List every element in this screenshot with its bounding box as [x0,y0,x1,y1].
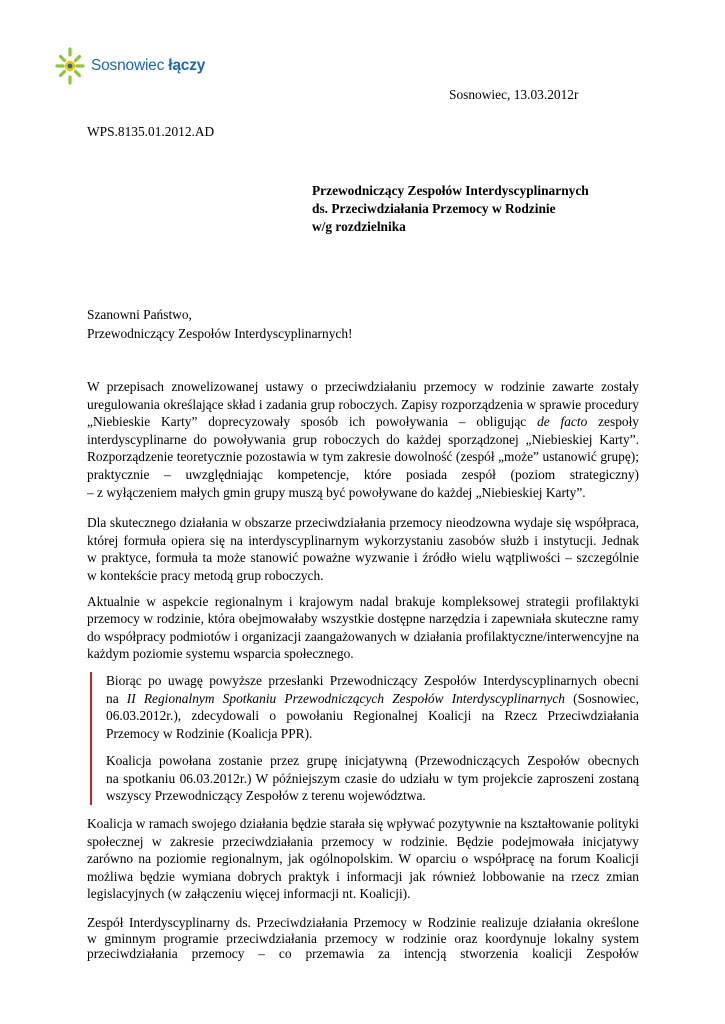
paragraph [87,378,639,501]
reference-number: WPS.8135.01.2012.AD [87,124,215,139]
text-line: przeciwdziałania przemocy – co przemawia za intencją stworzenia koalicji Zespołów [87,946,639,962]
text-line [87,413,639,431]
text-line: zarówno na poziomie regionalnym, jak ogólnopolskim. W oparciu o współpracę na forum Koalicji [87,851,639,867]
letter-body [87,378,639,962]
salutation-line: Szanowni Państwo, [87,307,192,322]
text-fragment: (Sosnowiec, [573,690,639,706]
text-fragment: na [106,690,119,706]
paragraph [87,593,639,663]
text-line: legislacyjnych (w załączeniu więcej informacji nt. Koalicji). [87,886,411,902]
sosnowiec-logo [55,46,205,86]
text-line: interdyscyplinarne do powoływania grup roboczych do każdej sporządzonej „Niebieskiej Karty”. [87,431,639,447]
text-line: na spotkaniu 06.03.2012r.) W późniejszym czasie do udziału w tym projekcie zaproszeni zostaną [106,770,639,786]
paragraph [87,815,639,903]
text-line: w praktyce, formuła ta może stanowić poważne wyzwanie i źródło wielu wątpliwości – szczególnie [87,550,639,566]
text-line: uregulowania określające skład i zadania grup roboczych. Zapisy rozporządzenia w sprawie procedury [87,396,639,412]
text-line: Zespół Interdyscyplinarny ds. Przeciwdziałania Przemocy w Rodzinie realizuje działania określone [87,915,639,931]
quote-paragraph [106,752,639,805]
text-line: Rozporządzenie teoretycznie pozostawia w tym zakresie dowolność (zespół „może” ustanowić grupę); [87,449,639,465]
text-line: w kontekście pracy metodą grup roboczych. [87,567,324,583]
text-line: W przepisach znowelizowanej ustawy o przeciwdziałaniu przemocy w rodzinie zawarte zostały [87,379,639,394]
text-line: 06.03.2012r.), zdecydowali o powołaniu Regionalnej Koalicji na Rzecz Przeciwdziałania [106,708,639,724]
paragraph [87,915,639,962]
text-line: której formuła opiera się na interdyscyplinarnym wykorzystaniu zasobów służb i instytucji. Jednak [87,532,639,548]
letter-date: Sosnowiec, 13.03.2012r [449,87,579,102]
sun-logo-icon [55,46,85,86]
logo-wordmark [91,57,205,75]
text-line: możliwa będzie wymiana dobrych praktyk i informacji jak również lobbowanie na rzecz zmian [87,868,639,884]
text-line: Koalicja w ramach swojego działania będzie starała się wpływać pozytywnie na kształtowanie polityki [87,816,639,832]
text-line: Przemocy w Rodzinie (Koalicja PPR). [106,725,313,741]
text-line: – z wyłączeniem małych gmin grupy muszą być powoływane do każdej „Niebieskiej Karty”. [87,484,586,500]
text-line: każdym poziomie systemu wsparcia społecznego. [87,646,354,662]
text-line: do współpracy podmiotów i organizacji zaangażowanych w działania profilaktyczne/interwencyjne na [87,628,639,644]
addressee-line: ds. Przeciwdziałania Przemocy w Rodzinie [312,201,556,216]
addressee-line: w/g rozdzielnika [312,219,406,234]
quote-block [90,672,639,805]
addressee-line: Przewodniczący Zespołów Interdyscyplinarnych [312,183,589,198]
text-line: Biorąc po uwagę powyższe przesłanki Przewodniczący Zespołów Interdyscyplinarnych obecni [106,672,639,688]
text-line: Koalicja powołana zostanie przez grupę inicjatywną (Przewodniczących Zespołów obecnych [106,753,639,769]
italic-event-name: II Regionalnym Spotkaniu Przewodniczących Zespołów Interdyscyplinarnych [126,690,565,706]
salutation-line: Przewodniczący Zespołów Interdyscyplinarnych! [87,326,353,341]
text-line: Dla skutecznego działania w obszarze przeciwdziałania przemocy nieodzowna wydaje się współpraca, [87,515,639,531]
text-fragment: „Niebieskie Karty” doprecyzowały sposób ich powoływania – obligując [87,414,527,430]
paragraph [87,514,639,584]
text-line: Aktualnie w aspekcie regionalnym i krajowym nadal brakuje kompleksowej strategii profilaktyki [87,593,639,609]
text-line: praktycznie – uwzględniając kompetencje, które posiada zespół (poziom strategiczny) [87,466,639,482]
addressee-block [312,182,589,236]
quote-paragraph [106,672,639,742]
text-fragment: zespoły [598,414,639,430]
text-line [106,690,639,708]
text-line: wszyscy Przewodniczący Zespołów z terenu województwa. [106,788,426,804]
text-line: w gminnym programie przeciwdziałania przemocy w rodzinie oraz koordynuje lokalny system [87,930,639,946]
salutation [87,305,353,343]
text-line: społecznej w zakresie przeciwdziałania przemocy w rodzinie. Będzie podejmowała inicjatywy [87,833,639,849]
text-line: przemocy w rodzinie, która obejmowałaby wszystkie dostępne narzędzia i zapewniała skuteczne ramy [87,611,639,627]
logo-text-regular: Sosnowiec [91,57,165,74]
italic-term: de facto [537,414,588,430]
logo-text-bold: łączy [168,57,206,74]
